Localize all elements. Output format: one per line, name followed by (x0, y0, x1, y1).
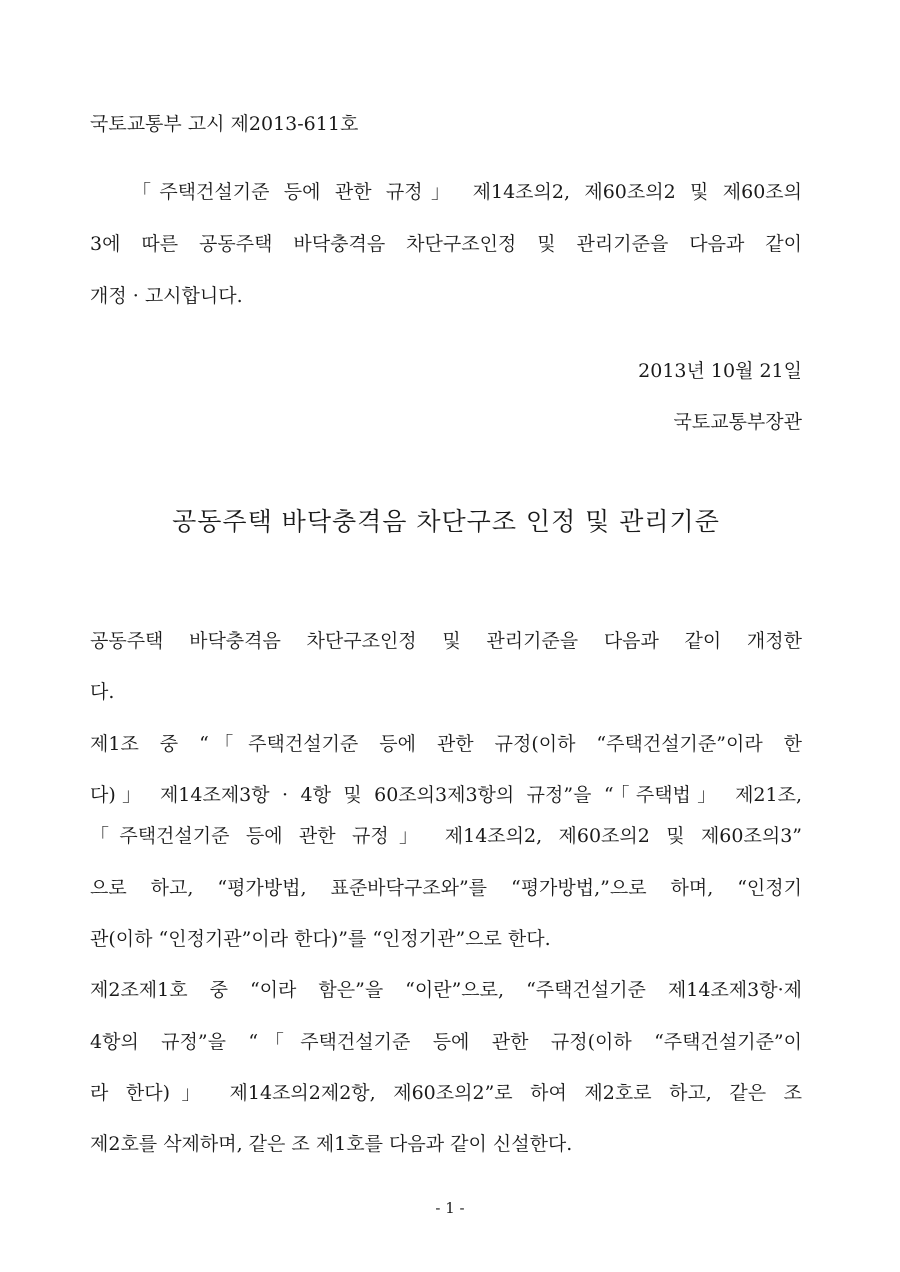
document-title: 공동주택 바닥충격음 차단구조 인정 및 관리기준 (172, 507, 720, 536)
notice-number: 국토교통부 고시 제2013-611호 (90, 113, 359, 135)
body-line: 제2호를 삭제하며, 같은 조 제1호를 다음과 같이 신설한다. (90, 1133, 573, 1155)
body-line: 라 한다)」 제14조의2제2항, 제60조의2”로 하여 제2호로 하고, 같은 조 (90, 1082, 802, 1104)
body-line: 다. (90, 681, 115, 703)
preamble-line: 개정 · 고시합니다. (90, 285, 243, 307)
body-line: 제2조제1호 중 “이라 함은”을 “이란”으로, “주택건설기준 제14조제3항·제 (90, 979, 802, 1001)
body-line: 으로 하고, “평가방법, 표준바닥구조와”를 “평가방법,”으로 하며, “인정기 (90, 877, 802, 899)
body-line: 공동주택 바닥충격음 차단구조인정 및 관리기준을 다음과 같이 개정한 (90, 630, 802, 652)
issuer: 국토교통부장관 (673, 411, 802, 433)
body-line: 제1조 중 “「주택건설기준 등에 관한 규정(이하 “주택건설기준”이라 한 (90, 733, 802, 755)
body-line: 4항의 규정”을 “「주택건설기준 등에 관한 규정(이하 “주택건설기준”이 (90, 1031, 802, 1053)
page-number: - 1 - (435, 1199, 465, 1217)
body-line: 「주택건설기준 등에 관한 규정」 제14조의2, 제60조의2 및 제60조의3” (90, 825, 802, 847)
issue-date: 2013년 10월 21일 (638, 360, 802, 382)
preamble-line: 3에 따른 공동주택 바닥충격음 차단구조인정 및 관리기준을 다음과 같이 (90, 233, 802, 255)
preamble-line: 「주택건설기준 등에 관한 규정」 제14조의2, 제60조의2 및 제60조의 (132, 181, 802, 203)
body-line: 관(이하 “인정기관”이라 한다)”를 “인정기관”으로 한다. (90, 928, 551, 950)
body-line: 다)」 제14조제3항 · 4항 및 60조의3제3항의 규정”을 “「주택법」 제21조, (90, 784, 802, 806)
